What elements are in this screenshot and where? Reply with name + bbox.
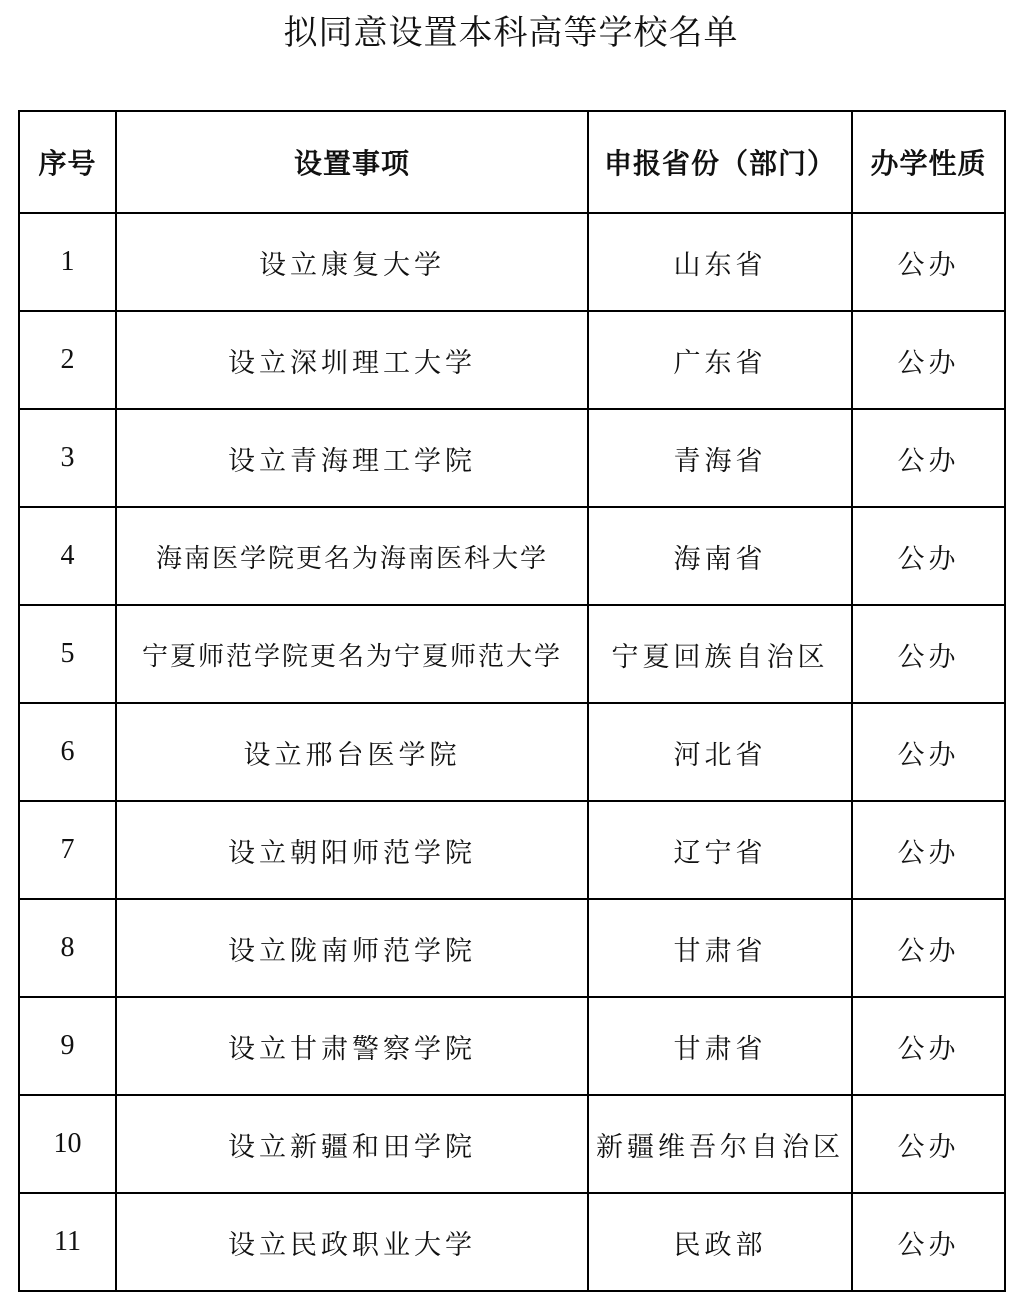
table-header-row bbox=[19, 111, 1005, 213]
header-setting-item: 设置事项 bbox=[116, 111, 588, 213]
table-row bbox=[19, 605, 1005, 703]
header-serial-number: 序号 bbox=[19, 111, 116, 213]
table-row bbox=[19, 801, 1005, 899]
row-province: 宁夏回族自治区 bbox=[588, 605, 852, 703]
table-row bbox=[19, 213, 1005, 311]
row-nature: 公办 bbox=[852, 507, 1005, 605]
row-serial-number: 10 bbox=[19, 1095, 116, 1193]
row-setting-item: 设立康复大学 bbox=[116, 213, 588, 311]
row-nature: 公办 bbox=[852, 1095, 1005, 1193]
row-setting-item: 设立深圳理工大学 bbox=[116, 311, 588, 409]
row-serial-number: 1 bbox=[19, 213, 116, 311]
row-province: 广东省 bbox=[588, 311, 852, 409]
table-row bbox=[19, 409, 1005, 507]
table-row bbox=[19, 1095, 1005, 1193]
row-nature: 公办 bbox=[852, 213, 1005, 311]
row-serial-number: 5 bbox=[19, 605, 116, 703]
row-setting-item: 设立民政职业大学 bbox=[116, 1193, 588, 1291]
row-nature: 公办 bbox=[852, 605, 1005, 703]
row-setting-item: 设立青海理工学院 bbox=[116, 409, 588, 507]
row-province: 青海省 bbox=[588, 409, 852, 507]
table-row bbox=[19, 997, 1005, 1095]
row-nature: 公办 bbox=[852, 311, 1005, 409]
row-nature: 公办 bbox=[852, 409, 1005, 507]
row-province: 甘肃省 bbox=[588, 997, 852, 1095]
row-setting-item: 设立新疆和田学院 bbox=[116, 1095, 588, 1193]
table-row bbox=[19, 1193, 1005, 1291]
row-setting-item: 设立邢台医学院 bbox=[116, 703, 588, 801]
row-province: 辽宁省 bbox=[588, 801, 852, 899]
table-row bbox=[19, 507, 1005, 605]
row-nature: 公办 bbox=[852, 997, 1005, 1095]
row-setting-item: 宁夏师范学院更名为宁夏师范大学 bbox=[116, 605, 588, 703]
row-nature: 公办 bbox=[852, 1193, 1005, 1291]
row-serial-number: 11 bbox=[19, 1193, 116, 1291]
row-nature: 公办 bbox=[852, 899, 1005, 997]
table-row bbox=[19, 703, 1005, 801]
row-province: 民政部 bbox=[588, 1193, 852, 1291]
row-province: 海南省 bbox=[588, 507, 852, 605]
row-province: 新疆维吾尔自治区 bbox=[588, 1095, 852, 1193]
row-setting-item: 设立陇南师范学院 bbox=[116, 899, 588, 997]
table-row bbox=[19, 899, 1005, 997]
header-province-department: 申报省份（部门） bbox=[588, 111, 852, 213]
row-serial-number: 4 bbox=[19, 507, 116, 605]
row-province: 河北省 bbox=[588, 703, 852, 801]
row-setting-item: 设立朝阳师范学院 bbox=[116, 801, 588, 899]
row-serial-number: 7 bbox=[19, 801, 116, 899]
row-serial-number: 8 bbox=[19, 899, 116, 997]
row-serial-number: 6 bbox=[19, 703, 116, 801]
table-row bbox=[19, 311, 1005, 409]
row-nature: 公办 bbox=[852, 801, 1005, 899]
document-title: 拟同意设置本科高等学校名单 bbox=[283, 13, 739, 53]
header-school-nature: 办学性质 bbox=[852, 111, 1005, 213]
universities-table bbox=[18, 110, 1006, 1292]
row-serial-number: 9 bbox=[19, 997, 116, 1095]
row-setting-item: 海南医学院更名为海南医科大学 bbox=[116, 507, 588, 605]
row-province: 甘肃省 bbox=[588, 899, 852, 997]
row-setting-item: 设立甘肃警察学院 bbox=[116, 997, 588, 1095]
row-serial-number: 3 bbox=[19, 409, 116, 507]
row-nature: 公办 bbox=[852, 703, 1005, 801]
row-province: 山东省 bbox=[588, 213, 852, 311]
row-serial-number: 2 bbox=[19, 311, 116, 409]
